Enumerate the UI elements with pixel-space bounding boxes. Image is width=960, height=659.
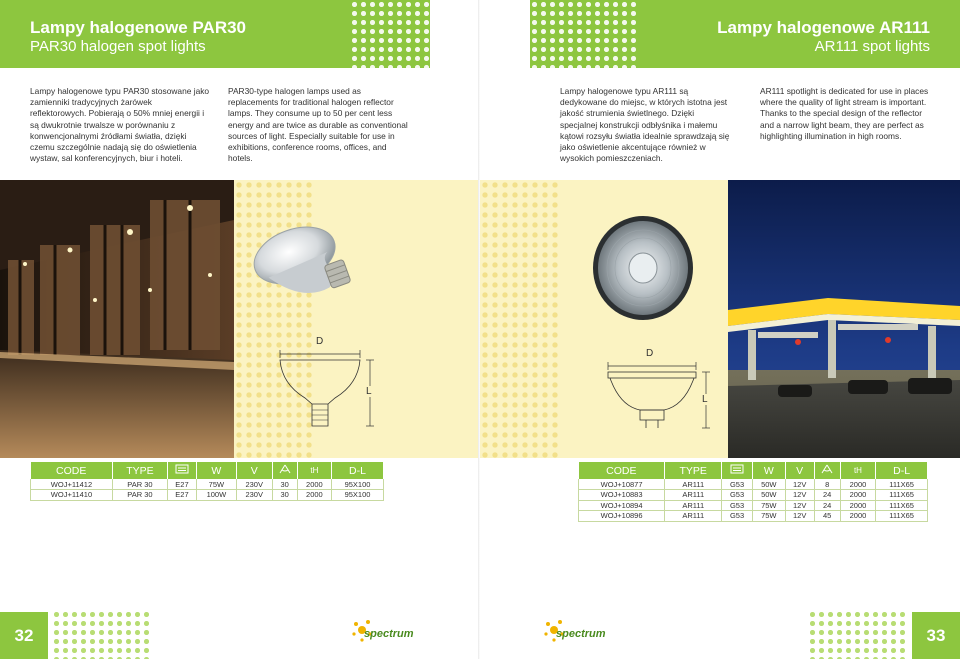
header-dot-pattern [350, 0, 430, 68]
table-cell: WOJ+10894 [579, 500, 665, 511]
beam-angle-icon [814, 462, 840, 479]
table-row [579, 479, 928, 490]
socket-icon [167, 462, 196, 479]
facade-photo [0, 180, 234, 458]
table-cell: 12V [785, 479, 814, 490]
table-cell: 50W [752, 479, 785, 490]
table-row [31, 490, 384, 501]
table-cell: WOJ+10877 [579, 479, 665, 490]
table-cell: 2000 [840, 479, 876, 490]
table-cell: WOJ+10896 [579, 511, 665, 522]
table-cell: G53 [722, 511, 753, 522]
column-header: W [196, 462, 236, 479]
description-pl: Lampy halogenowe typu AR111 są dedykowane do miejsc, w których istotna jest jakość strumienia świetlnego. Dzięki specjalnej konstrukcji odbłyśnika i małemu kątowi rozsyłu światła idealnie sprawdzają się jako oświetlenie akcentujące również w wysokich pomieszczeniach. [560, 86, 730, 164]
table-cell: WOJ+11412 [31, 479, 113, 490]
page-title: Lampy halogenowe AR111 [717, 18, 930, 37]
footer-dot-pattern [808, 610, 908, 659]
spectrum-logo [542, 616, 612, 652]
table-cell: AR111 [665, 479, 722, 490]
table-cell: 2000 [840, 511, 876, 522]
table-cell: 2000 [297, 479, 331, 490]
brand-name: spectrum [556, 628, 606, 640]
table-cell: 12V [785, 500, 814, 511]
table-cell: WOJ+10883 [579, 490, 665, 501]
page-subtitle: AR111 spot lights [814, 38, 930, 55]
band-dot-pattern [480, 180, 560, 458]
table-cell: 111X65 [876, 490, 928, 501]
left-header-bar [0, 0, 430, 68]
table-cell: 8 [814, 479, 840, 490]
table-cell: 2000 [840, 500, 876, 511]
brand-name: spectrum [364, 628, 414, 640]
column-header: CODE [579, 462, 665, 479]
table-cell: 111X65 [876, 500, 928, 511]
column-header: tH [297, 462, 331, 479]
column-header: CODE [31, 462, 113, 479]
table-cell: G53 [722, 500, 753, 511]
footer-dot-pattern [52, 610, 152, 659]
table-cell: E27 [167, 490, 196, 501]
par30-dimension-diagram [270, 334, 380, 434]
column-header: W [752, 462, 785, 479]
table-cell: 230V [236, 479, 272, 490]
table-cell: 75W [752, 500, 785, 511]
description-pl: Lampy halogenowe typu PAR30 stosowane jako zamienniki tradycyjnych żarówek reflektorowych. Pobierają o 50% mniej energii i są dwukrotnie trwalsze w porównaniu z konwencjonalnymi źródłami światła, dzięki czemu szczególnie nadają się do oświetlenia wystaw, sal konferencyjnych, biur i hoteli. [30, 86, 210, 164]
table-cell: PAR 30 [112, 490, 167, 501]
table-cell: 12V [785, 490, 814, 501]
table-cell: 24 [814, 500, 840, 511]
diagram-label-d: D [646, 348, 654, 359]
page-number: 32 [0, 612, 48, 659]
right-header-bar [530, 0, 960, 68]
table-cell: AR111 [665, 500, 722, 511]
column-header: TYPE [665, 462, 722, 479]
ar111-bulb-image [588, 210, 698, 330]
table-cell: AR111 [665, 490, 722, 501]
table-cell: 95X100 [331, 479, 383, 490]
description-en: PAR30-type halogen lamps used as replacements for traditional halogen reflector lamps. They consume up to 50 per cent less energy and are twice as durable as conventional sources of light. Especially suitable for use in exhibitions, conference rooms, offices, and hotels. [228, 86, 408, 164]
table-cell: WOJ+11410 [31, 490, 113, 501]
gas-station-photo [728, 180, 960, 458]
column-header: tH [840, 462, 876, 479]
table-row [579, 511, 928, 522]
spectrum-logo [350, 616, 420, 652]
table-cell: 24 [814, 490, 840, 501]
socket-icon [722, 462, 753, 479]
ar111-dimension-diagram [600, 344, 718, 444]
diagram-label-l: L [702, 394, 708, 405]
page-subtitle: PAR30 halogen spot lights [30, 38, 206, 55]
right-page [480, 0, 960, 659]
table-cell: 100W [196, 490, 236, 501]
page-number: 33 [912, 612, 960, 659]
table-row [31, 479, 384, 490]
table-row [579, 490, 928, 501]
table-cell: 75W [196, 479, 236, 490]
diagram-label-l: L [366, 386, 372, 397]
table-cell: 45 [814, 511, 840, 522]
table-cell: G53 [722, 490, 753, 501]
table-cell: 30 [272, 490, 297, 501]
table-cell: 2000 [297, 490, 331, 501]
column-header: V [785, 462, 814, 479]
table-row [579, 500, 928, 511]
table-cell: 75W [752, 511, 785, 522]
page-title: Lampy halogenowe PAR30 [30, 18, 247, 37]
beam-angle-icon [272, 462, 297, 479]
column-header: D-L [331, 462, 383, 479]
table-cell: 30 [272, 479, 297, 490]
table-cell: PAR 30 [112, 479, 167, 490]
table-header-row [31, 462, 384, 479]
table-cell: AR111 [665, 511, 722, 522]
table-header-row [579, 462, 928, 479]
table-cell: 95X100 [331, 490, 383, 501]
table-cell: G53 [722, 479, 753, 490]
header-dot-pattern [530, 0, 640, 68]
table-cell: 111X65 [876, 511, 928, 522]
table-cell: 111X65 [876, 479, 928, 490]
table-cell: E27 [167, 479, 196, 490]
description-en: AR111 spotlight is dedicated for use in places where the quality of light stream is important. Thanks to the special design of the reflector and a narrow light beam, they are perfect as highlighting illumination in high rooms. [760, 86, 929, 141]
diagram-label-d: D [316, 336, 324, 347]
par30-spec-table [30, 462, 384, 501]
table-cell: 12V [785, 511, 814, 522]
column-header: TYPE [112, 462, 167, 479]
column-header: V [236, 462, 272, 479]
ar111-spec-table [578, 462, 928, 522]
table-cell: 50W [752, 490, 785, 501]
column-header: D-L [876, 462, 928, 479]
table-cell: 230V [236, 490, 272, 501]
table-cell: 2000 [840, 490, 876, 501]
par30-bulb-image [252, 214, 362, 324]
